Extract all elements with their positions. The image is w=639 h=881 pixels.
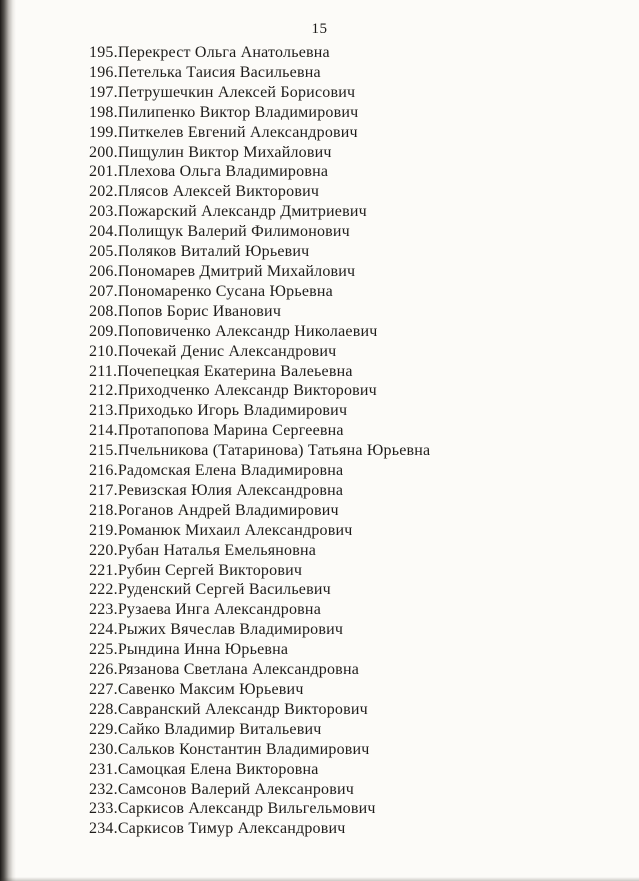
list-item-name: Приходченко Александр Викторович <box>117 382 377 400</box>
list-item-number: 203. <box>89 203 118 221</box>
list-item-number: 232. <box>89 780 118 798</box>
list-item-name: Радомская Елена Владимировна <box>117 462 344 480</box>
list-item-name: Сайко Владимир Витальевич <box>117 720 322 738</box>
list-item-number: 222. <box>89 581 118 599</box>
list-item-number: 220. <box>89 541 118 559</box>
list-item-number: 207. <box>89 282 118 300</box>
list-item-number: 221. <box>89 561 118 579</box>
list-item-number: 218. <box>89 501 118 519</box>
list-item-name: Почепецкая Екатерина Валеьевна <box>117 362 353 380</box>
list-item <box>89 143 619 163</box>
page-number: 15 <box>311 21 328 37</box>
list-item-number: 204. <box>89 223 118 241</box>
list-item-number: 201. <box>89 163 118 181</box>
list-item <box>89 760 619 780</box>
list-item <box>89 561 619 581</box>
list-item-name: Питкелев Евгений Александрович <box>117 123 358 141</box>
list-item <box>89 521 619 541</box>
list-item-name: Саркисов Александр Вильгельмович <box>117 800 376 818</box>
list-item-number: 228. <box>89 700 118 718</box>
list-item-number: 198. <box>89 103 118 121</box>
list-item <box>89 819 619 839</box>
list-item-name: Ревизская Юлия Александровна <box>117 481 344 499</box>
list-item-number: 214. <box>89 422 118 440</box>
list-item <box>89 600 619 620</box>
list-item-number: 195. <box>89 44 118 61</box>
list-item <box>89 501 619 521</box>
list-item-name: Рубан Наталья Емельяновна <box>117 541 317 559</box>
list-item-name: Савенко Максим Юрьевич <box>117 681 304 698</box>
list-item-name: Пожарский Александр Дмитриевич <box>117 203 367 221</box>
list-item-number: 231. <box>89 760 118 778</box>
list-item-name: Савранский Александр Викторович <box>117 700 368 718</box>
list-item <box>89 43 619 63</box>
list-item-name: Пчельникова (Татаринова) Татьяна Юрьевна <box>117 442 431 460</box>
list-item <box>89 182 619 202</box>
list-item <box>89 222 619 242</box>
list-item <box>89 740 619 760</box>
list-item <box>89 302 619 322</box>
list-item <box>89 162 619 182</box>
list-item <box>89 799 619 819</box>
list-item <box>89 660 619 680</box>
list-item <box>89 680 619 700</box>
list-item-name: Пономарев Дмитрий Михайлович <box>117 262 356 280</box>
list-item-number: 209. <box>89 322 118 340</box>
list-item-number: 233. <box>89 800 118 818</box>
list-item-number: 230. <box>89 740 118 758</box>
list-item-name: Протапопова Марина Сергеевна <box>117 422 344 440</box>
list-item-name: Руденский Сергей Васильевич <box>117 581 331 599</box>
list-item-number: 196. <box>89 63 118 81</box>
list-item <box>89 202 619 222</box>
list-item <box>89 123 619 143</box>
list-item-number: 215. <box>89 442 118 460</box>
list-item-number: 197. <box>89 83 118 101</box>
list-item-number: 210. <box>89 342 118 360</box>
list-item-number: 200. <box>89 143 118 161</box>
list-item-name: Плехова Ольга Владимировна <box>117 163 329 181</box>
list-item-number: 216. <box>89 462 118 480</box>
list-item-name: Роганов Андрей Владимирович <box>117 501 339 519</box>
list-item <box>89 282 619 302</box>
list-item-name: Попов Борис Иванович <box>117 302 282 320</box>
list-item-number: 211. <box>89 362 118 380</box>
list-item <box>89 461 619 481</box>
list-item-name: Поляков Виталий Юрьевич <box>117 243 310 261</box>
list-item <box>89 381 619 401</box>
list-item-number: 199. <box>89 123 118 141</box>
list-item-name: Приходько Игорь Владимирович <box>117 402 348 420</box>
list-item <box>89 103 619 123</box>
list-item <box>89 342 619 362</box>
list-item-number: 202. <box>89 183 118 201</box>
list-item <box>89 580 619 600</box>
list-item-name: Сальков Константин Владимирович <box>117 740 370 758</box>
list-item-name: Рузаева Инга Александровна <box>117 601 321 619</box>
list-item-number: 224. <box>89 621 118 639</box>
list-item <box>89 421 619 441</box>
list-item <box>89 640 619 660</box>
list-item-name: Рязанова Светлана Александровна <box>117 661 360 679</box>
list-item <box>89 362 619 382</box>
list-item-name: Пищулин Виктор Михайлович <box>117 143 332 161</box>
list-item-name: Романюк Михаил Александрович <box>117 521 353 539</box>
list-item <box>89 700 619 720</box>
list-item-name: Пилипенко Виктор Владимирович <box>117 103 359 121</box>
list-item-name: Саркисов Тимур Александрович <box>117 820 346 838</box>
list-item <box>89 83 619 103</box>
list-item-name: Полищук Валерий Филимонович <box>117 223 350 241</box>
list-item-name: Почекай Денис Александрович <box>117 342 337 360</box>
list-item <box>89 63 619 83</box>
list-item-name: Пономаренко Сусана Юрьевна <box>117 282 333 300</box>
list-item-number: 217. <box>89 481 118 499</box>
list-item-number: 226. <box>89 661 118 679</box>
list-item <box>89 780 619 800</box>
name-list <box>0 43 639 839</box>
list-item-number: 227. <box>89 681 118 698</box>
list-item-name: Петрушечкин Алексей Борисович <box>117 83 356 101</box>
list-item-number: 212. <box>89 382 118 400</box>
list-item-name: Перекрест Ольга Анатольевна <box>117 44 330 61</box>
list-item-name: Самсонов Валерий Алексанрович <box>117 780 354 798</box>
list-item-name: Рыжих Вячеслав Владимирович <box>117 621 344 639</box>
list-item-number: 213. <box>89 402 118 420</box>
list-item <box>89 620 619 640</box>
list-item <box>89 441 619 461</box>
list-item-name: Поповиченко Александр Николаевич <box>117 322 378 340</box>
list-item-name: Рубин Сергей Викторович <box>117 561 303 579</box>
list-item <box>89 262 619 282</box>
list-item <box>89 720 619 740</box>
list-item <box>89 242 619 262</box>
list-item-name: Рындина Инна Юрьевна <box>117 641 289 659</box>
scan-edge-shadow-bottom <box>0 877 639 881</box>
list-item-number: 219. <box>89 521 118 539</box>
list-item-number: 208. <box>89 302 118 320</box>
list-item <box>89 481 619 501</box>
list-item <box>89 541 619 561</box>
list-item-number: 223. <box>89 601 118 619</box>
list-item-name: Плясов Алексей Викторович <box>117 183 320 201</box>
list-item-number: 234. <box>89 820 118 838</box>
list-item <box>89 322 619 342</box>
list-item-name: Петелька Таисия Васильевна <box>117 63 321 81</box>
list-item-number: 229. <box>89 720 118 738</box>
list-item-name: Самоцкая Елена Викторовна <box>117 760 319 778</box>
list-item <box>89 401 619 421</box>
list-item-number: 225. <box>89 641 118 659</box>
list-item-number: 205. <box>89 243 118 261</box>
list-item-number: 206. <box>89 262 118 280</box>
